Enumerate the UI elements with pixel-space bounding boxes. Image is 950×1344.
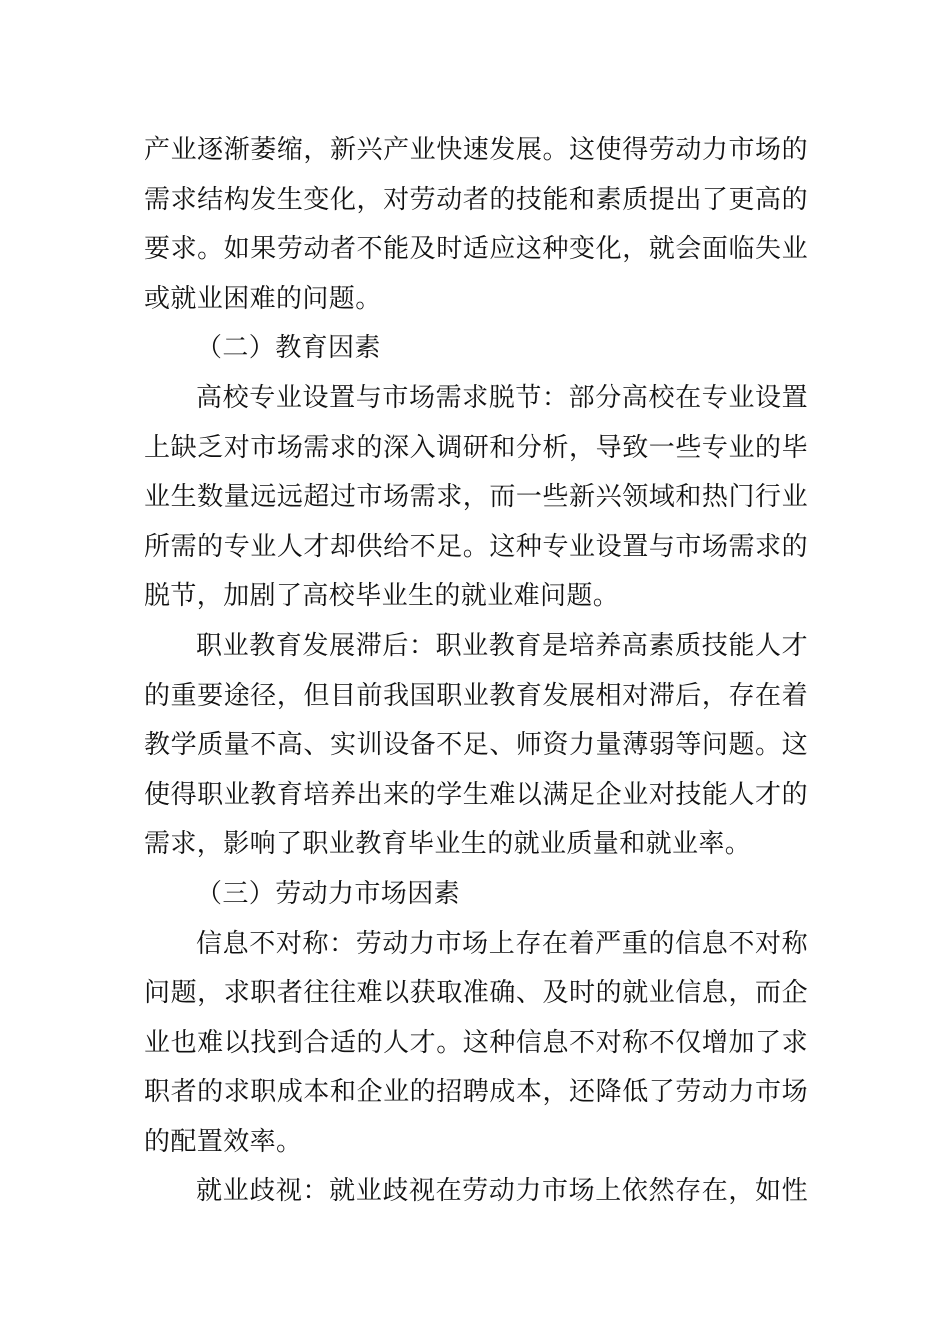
text-line: 高校专业设置与市场需求脱节：部分高校在专业设置 bbox=[196, 382, 808, 413]
text-line: 的重要途径，但目前我国职业教育发展相对滞后，存在着 bbox=[144, 680, 808, 711]
text-line: 产业逐渐萎缩，新兴产业快速发展。这使得劳动力市场的 bbox=[144, 135, 808, 165]
body-text bbox=[144, 126, 808, 1217]
text-line: 脱节，加剧了高校毕业生的就业难问题。 bbox=[144, 581, 620, 612]
text-line: 职业教育发展滞后：职业教育是培养高素质技能人才 bbox=[196, 630, 808, 661]
section-heading: （三）劳动力市场因素 bbox=[196, 878, 461, 909]
text-line: 信息不对称：劳动力市场上存在着严重的信息不对称 bbox=[196, 928, 808, 959]
text-line: 就业歧视：就业歧视在劳动力市场上依然存在，如性 bbox=[196, 1176, 808, 1207]
text-line: 的配置效率。 bbox=[144, 1126, 303, 1157]
text-line: 问题，求职者往往难以获取准确、及时的就业信息，而企 bbox=[144, 978, 808, 1009]
section-heading: （二）教育因素 bbox=[196, 333, 381, 364]
text-line: 教学质量不高、实训设备不足、师资力量薄弱等问题。这 bbox=[144, 730, 808, 761]
text-line: 需求，影响了职业教育毕业生的就业质量和就业率。 bbox=[144, 829, 752, 860]
text-line: 上缺乏对市场需求的深入调研和分析，导致一些专业的毕 bbox=[144, 432, 808, 463]
text-line: 需求结构发生变化，对劳动者的技能和素质提出了更高的 bbox=[144, 184, 808, 215]
text-line: 要求。如果劳动者不能及时适应这种变化，就会面临失业 bbox=[144, 234, 808, 265]
text-line: 或就业困难的问题。 bbox=[144, 283, 382, 314]
text-line: 业生数量远远超过市场需求，而一些新兴领域和热门行业 bbox=[144, 482, 808, 513]
text-line: 业也难以找到合适的人才。这种信息不对称不仅增加了求 bbox=[144, 1027, 808, 1058]
text-line: 职者的求职成本和企业的招聘成本，还降低了劳动力市场 bbox=[144, 1077, 808, 1108]
text-line: 所需的专业人才却供给不足。这种专业设置与市场需求的 bbox=[144, 531, 808, 562]
text-line: 使得职业教育培养出来的学生难以满足企业对技能人才的 bbox=[144, 779, 808, 810]
